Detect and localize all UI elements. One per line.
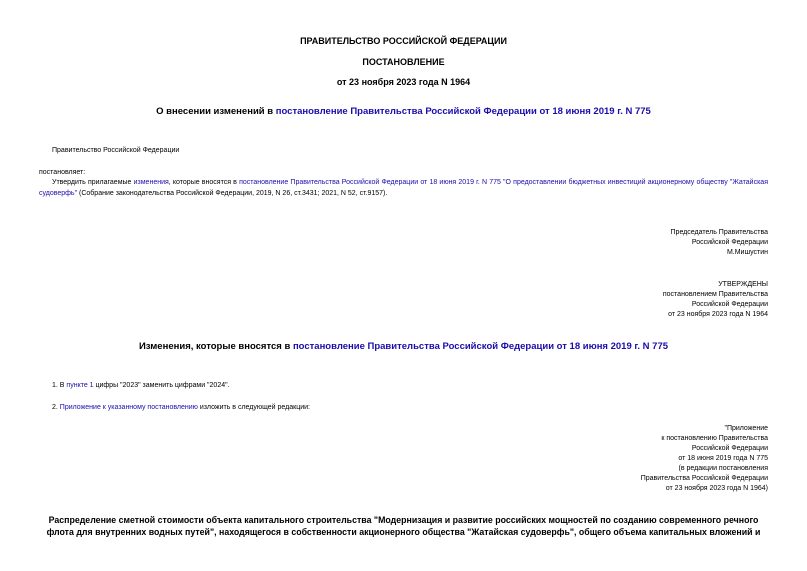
document-date: от 23 ноября 2023 года N 1964: [336, 77, 471, 87]
item-2-text-b: изложить в следующей редакции:: [197, 404, 310, 411]
distribution-heading: [0, 514, 807, 538]
appendix-line-7: от 23 ноября 2023 года N 1964): [665, 485, 768, 492]
distribution-line-1: Распределение сметной стоимости объекта капитального строительства "Модернизация и развитие российских мощностей по созданию современного речного: [48, 515, 759, 525]
item-1-text-a: 1. В: [52, 382, 67, 389]
government-heading: ПРАВИТЕЛЬСТВО РОССИЙСКОЙ ФЕДЕРАЦИИ: [300, 36, 507, 46]
title-link[interactable]: постановление Правительства Российской Федерации от 18 июня 2019 г. N 775: [275, 106, 651, 117]
item-1: [52, 380, 230, 391]
signature-line-1: Председатель Правительства: [670, 229, 768, 236]
item-1-text-b: цифры "2023" заменить цифрами "2024".: [93, 382, 230, 389]
document-title: [0, 106, 807, 117]
appendix-line-5: (в редакции постановления: [678, 465, 768, 472]
approved-line-1: УТВЕРЖДЕНЫ: [718, 281, 768, 288]
approved-line-4: от 23 ноября 2023 года N 1964: [668, 311, 768, 318]
document-type: ПОСТАНОВЛЕНИЕ: [362, 57, 445, 67]
appendix-line-1: "Приложение: [724, 425, 768, 432]
appendix-line-2: к постановлению Правительства: [661, 435, 768, 442]
item-2: [52, 402, 310, 413]
item-2-link[interactable]: Приложение к указанному постановлению: [59, 404, 198, 411]
signature-block: [671, 228, 768, 258]
approved-line-2: постановлением Правительства: [662, 291, 768, 298]
appendix-line-6: Правительства Российской Федерации: [640, 475, 768, 482]
signature-line-3: М.Мишустин: [726, 249, 768, 256]
changes-link[interactable]: изменения: [133, 179, 169, 186]
title-prefix: О внесении изменений в: [156, 106, 276, 117]
changes-title-link[interactable]: постановление Правительства Российской Федерации от 18 июня 2019 г. N 775: [292, 341, 669, 352]
appendix-block: [641, 424, 768, 494]
distribution-line-2: флота для внутренних водных путей", находящегося в собственности акционерного общества "Жатайская судоверфь", общего объема капитальных вложений и: [46, 527, 761, 537]
item-1-link[interactable]: пункте 1: [66, 382, 94, 389]
signature-line-2: Российской Федерации: [691, 239, 768, 246]
p1-text-c: (Собрание законодательства Российской Федерации, 2019, N 26, ст.3431; 2021, N 52, ст.9157).: [77, 190, 388, 197]
decides-label: постановляет:: [39, 169, 86, 176]
changes-title: [0, 341, 807, 352]
item-2-text-a: 2.: [52, 404, 60, 411]
resolution-link[interactable]: постановление Правительства Российской Федерации от 18 июня 2019 г. N 775 "О предоставлении бюджетных инвестиций акционерному обществу "Жатайская судоверфь": [39, 179, 768, 197]
p1-text-a: Утвердить прилагаемые: [52, 179, 134, 186]
government-name: Правительство Российской Федерации: [52, 147, 180, 154]
approved-block: [663, 280, 768, 320]
paragraph-1: [39, 177, 768, 199]
appendix-line-3: Российской Федерации: [691, 445, 768, 452]
p1-text-b: , которые вносятся в: [168, 179, 240, 186]
appendix-line-4: от 18 июня 2019 года N 775: [678, 455, 768, 462]
changes-title-prefix: Изменения, которые вносятся в: [138, 341, 293, 352]
approved-line-3: Российской Федерации: [691, 301, 768, 308]
